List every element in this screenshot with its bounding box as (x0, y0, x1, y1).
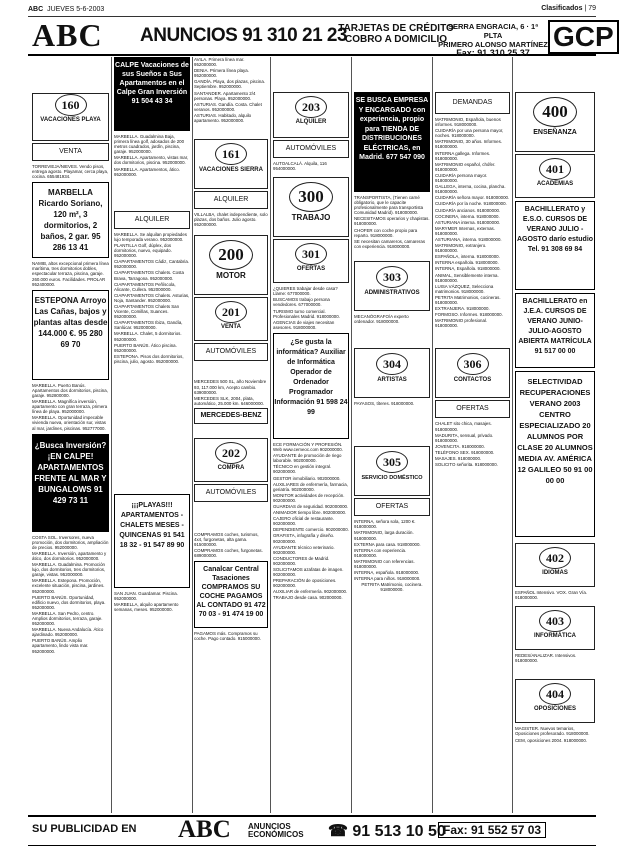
classified-ad: PREPARACIÓN de oposiciones. 902000000. (273, 578, 337, 589)
section-305 (354, 446, 430, 496)
classified-ad: MATRIMONIO, larga duración. 918000000. (354, 530, 414, 541)
subsection-alquiler: ALQUILER (114, 211, 190, 229)
classified-ad: PAYASOS, títeres. 918000000. (354, 401, 415, 407)
anuncios-phone: ANUNCIOS 91 310 21 23 (140, 25, 348, 46)
column-6 (435, 57, 510, 813)
classified-ad: ESPAÑOL Intensivo. VOX. Gran Vía. 918000000. (515, 590, 587, 601)
classified-ad: GUARDIAS de seguridad. 902000000. (273, 503, 349, 509)
ad-informatica: ¿Se gusta la informática? Auxiliar de Informática Operador de Ordenador Programador Información 91 598 24 99 (273, 333, 349, 439)
section-title: OFERTAS (296, 266, 326, 273)
column-4 (273, 57, 349, 813)
classified-ad: CUIDARÍA señora mayor. 918000000. (435, 195, 510, 201)
classified-ad: LUISA VÁZQUEZ, Selecciona matrimonios. 918000000. (435, 283, 494, 294)
classified-ad: AUTOALCALÁ. Alquila, 116 954000000. (273, 161, 327, 172)
classified-ad: CUIDARÍA persona mayor. 918000000. (435, 172, 488, 184)
office-address (438, 22, 548, 58)
classified-ad: ANIMADOR tiempo libre. 902000000. (273, 510, 347, 516)
section-title: ARTISTAS (377, 377, 407, 384)
column-7 (515, 57, 595, 813)
classified-ad: CUIDARÍA ancianos. 918000000. (435, 207, 501, 213)
classified-ad: CHOFER con coche propio para reparto. 918000000. (354, 227, 418, 238)
section-200 (194, 235, 268, 295)
subsection-ofertas: OFERTAS (354, 498, 430, 516)
section-number: 401 (539, 158, 571, 180)
classified-ad: ANIMAL, Sensiblemente interna. 918000000. (435, 272, 499, 283)
section-number: 202 (215, 442, 247, 464)
classified-ad: PAGAMOS más. Compramos su coche. Pago contado. 915000000. (194, 631, 261, 642)
ad-estepona: ESTEPONA Arroyo Las Cañas, bajos y plantas altas desde 144.000 €. 95 280 69 70 (32, 290, 109, 380)
classified-ad: MADURITA, sensual, privado. 918000000. (435, 432, 494, 443)
address-line1: SERRA ENGRACIA, 6 · 1ª PLTA (447, 22, 538, 40)
section-title: COMPRA (217, 464, 245, 471)
classified-ad: MARBELLA. Apartamento, vistas mar, dos dormitorios, piscina. 952000000. (114, 155, 189, 166)
classified-ad: TORREVIEJA/NIEVES. Vendo pisos, entrega agosto. Playamar, cerca playa, cocina. 655481934. (32, 164, 109, 180)
subsection-alquiler: ALQUILER (194, 191, 268, 209)
subsection-venta: VENTA (32, 143, 109, 161)
classified-ad: INTERNA para niños. 918000000. (354, 576, 421, 582)
classified-ad: GRAFISTA, infografía y diseño. 902000000. (273, 533, 335, 544)
classified-ad: ASTURIAS. Gandía. Costa. Chalet veranos. 952000000. (194, 101, 262, 112)
classified-ad: ¿QUIERES trabajar desde casa? Llame: 677000000. (273, 286, 338, 297)
section-403 (515, 606, 595, 650)
bottom-banner (28, 815, 596, 846)
ad-bachillerato: BACHILLERATO y E.S.O. CURSOS DE VERANO JULIO - AGOSTO darío estudio Tel. 91 308 69 84 (515, 201, 595, 290)
section-number: 303 (376, 266, 408, 288)
anuncios-economicos: ANUNCIOS ECONÓMICOS (248, 822, 304, 839)
classified-ad: GESTOR inmobiliario. 902000000. (273, 475, 341, 481)
section-title: ACADEMIAS (536, 181, 574, 187)
tarjetas-line1: TARJETAS DE CRÉDITO (338, 23, 454, 34)
classified-ad: AUXILIAR de enfermería. 902000000. (273, 589, 348, 595)
classified-ad: SAN JUAN. Guardamar. Piscina. 952000000. (114, 591, 178, 602)
classified-ad: CIAPARTAMENTOS Peñíscola, Alicante, Cullera. 952000000. (114, 281, 176, 292)
classified-ad: CIAPARTAMENTOS Chalets. Costa Brava, Tarragona. 952000000. (114, 270, 184, 281)
abc-logo: ABC (32, 17, 103, 53)
section-title: INFORMÁTICA (534, 633, 576, 640)
section-title: ALQUILER (295, 119, 327, 125)
classified-ad: FORMOSO. Informes. 918000000. (435, 312, 503, 318)
section-number: 201 (215, 301, 247, 323)
publicidad-text: SU PUBLICIDAD EN (32, 823, 137, 835)
section-300 (273, 177, 349, 237)
classified-ad: MARBELLA. Estepona. Promoción, excelente situación, piscina, jardines. 952000000. (32, 578, 105, 594)
phone-number: ☎ 91 513 10 50 (328, 823, 446, 840)
classified-ad: CAJERO oficial de restaurante. 902000000. (273, 516, 335, 527)
classified-ad: MARBELLA. Guadalmina. Promoción lujo, dos dormitorios, tres dormitorios, garaje, vistas. 952000000. (32, 562, 106, 578)
classified-ad: MASAJES. 918000000. (435, 456, 482, 462)
classified-ad: CIAPARTAMENTOS Chalets San Vicente, Comillas, Suances. 952000000. (114, 303, 180, 320)
section-title: ENSEÑANZA (533, 129, 577, 136)
classified-ad: INTERNA, española. 918000000. (354, 570, 420, 576)
classified-ad: ASTURIAS. Habitado, alquilo apartamento. 952000000. (194, 112, 252, 124)
classified-ad: MATRIMONIO, 30 años. Informes. 918000000. (435, 139, 503, 150)
section-301 (273, 239, 349, 283)
ad-playas: ¡¡¡PLAYAS!!! APARTAMENTOS - CHALETS MESES - QUINCENAS 91 541 18 32 - 91 547 89 90 (114, 494, 190, 588)
classified-ad: AYUDANTE técnico veterinario. 902000000. (273, 544, 335, 555)
ad-marbella: MARBELLA Ricardo Soriano, 120 m², 3 dormitorios, 2 baños, 2 gar. 95 286 13 41 (32, 182, 109, 258)
section-202 (194, 438, 268, 482)
section-306 (435, 348, 510, 398)
section-203 (273, 92, 349, 138)
classified-ad: CEM, oposiciones 2004. 918000000. (515, 737, 588, 743)
classified-ad: ASTURIANA, interna. 918000000. (435, 236, 502, 242)
classified-ad: SE necesitan camareros, camareras con experiencia. 918000000. (354, 238, 426, 249)
classified-ad: INTERNA, Española. 918000000. (435, 266, 501, 272)
classified-ad: MONITOR actividades de recepción. 902000000. (273, 492, 345, 503)
classified-ad: MARBELLA, alquilo apartamento semanas, meses. 952000000. (114, 602, 179, 613)
classified-ad: EXTRANJERA. 918000000. (435, 306, 490, 312)
classified-ad: REDES/ANALIZAR. Intensivos. 918000000. (515, 653, 577, 664)
classified-ad: TELÉFONO SEX. 918000000. (435, 449, 495, 455)
section-title: OPOSICIONES (533, 706, 576, 713)
section-number: 305 (376, 451, 408, 473)
section-title: TRABAJO (291, 213, 331, 223)
section-160 (32, 93, 109, 141)
section-title: IDIOMAS (542, 570, 568, 576)
classified-ad: CIAPARTAMENTOS Ibiza, Gandía, Sanlúcar. 952000000. (114, 320, 183, 331)
classified-ad: ESPAÑOLA, interna. 918000000. (435, 254, 500, 260)
section-name: Clasificados (541, 5, 583, 12)
tarjetas-line2: COBRO A DOMICILIO (344, 34, 448, 45)
page-header (28, 5, 596, 17)
classified-ad: SOLICITAMOS azafatas de imagen. 902000000. (273, 567, 344, 578)
column-2 (114, 57, 190, 813)
classified-ad: MARBELLA. Puerto Banús. Apartamentos dos dormitorios, piscina, garaje. 952800000. (32, 382, 108, 398)
classified-ad: MATRIMONIO profesional. 918000000. (435, 318, 488, 329)
section-title: CONTACTOS (453, 377, 492, 384)
classified-ad: PUERTO BANÚS. Oportunidad, edificio nuevo, dos dormitorios, playa. 952000000. (32, 594, 106, 610)
classified-ad: SOLICITO señorita. 918000000. (435, 462, 498, 468)
classified-ad: CHALET sito chica, masajes. 918000000. (435, 421, 492, 432)
classified-ad: CUIDARÍA por una persona mayor, noches. 918000000. (435, 128, 504, 139)
classified-ad: MARBELLA. Oportunidad impecable vivienda nueva, orientación sur, vistas al mar, jardines, piscinas. 952777000. (32, 415, 106, 431)
classified-ad: PUERTO BANÚS. Ático piscina. 952000000. (114, 342, 177, 353)
classified-ad: PUERTO BANÚS. Amplio apartamento, lindo vista mar. 952000000. (32, 638, 89, 654)
subsection-demandas: DEMANDAS (435, 92, 510, 114)
subsection-automoviles: AUTOMÓVILES (273, 140, 349, 158)
classified-ad: NAMIB, altos excepcional primera línea marítima, tres dormitorios dobles, espectacular terraza, piscina, garaje. 260.000 euros. Facilidades. PROLAR 952400000. (32, 261, 109, 287)
page-number: 79 (588, 5, 596, 12)
section-title: VACACIONES SIERRA (199, 167, 263, 174)
classified-ad: MATRIMONIO con referencias. 918000000. (354, 558, 415, 569)
section-number: 403 (539, 610, 571, 632)
address-fax: Fax: 91 310 25 37 (456, 48, 530, 58)
classified-ad: SANTANDER. Apartamento 2/4 personas. Playa. 952000000. (194, 90, 256, 101)
section-number: 400 (533, 97, 577, 127)
classified-ad: MARBELLA. San Pedro, centro. Amplios dormitorios, terraza, garaje. 952000000. (32, 610, 103, 627)
classified-ad: VILLALBA, chalet independiente, solo plazas, dos baños. Julio agosto. 952000000. (194, 212, 268, 228)
section-title: VENTA (221, 324, 241, 331)
subsection-ofertas: OFERTAS (435, 400, 510, 418)
classified-ad: COMPRAMOS coches, turismos, 4x4, furgonetas, alta gama. 915000000. (194, 531, 259, 548)
classified-ad: ESTEPONA. Pisos dos dormitorios, piscina, julio, agosto. 952000000. (114, 353, 184, 364)
classified-ad: GALLEGA, interna, cocina, plancha. 918000000. (435, 184, 506, 195)
classified-ad: AGENCIAS de viajes necesitan asesores. 918000000. (273, 319, 335, 330)
section-401 (515, 154, 595, 198)
classified-ad: MECANÓGRAFO/A experto ordenador. 918000000. (354, 313, 409, 325)
classified-ad: MARBELLA. Magnífica inversión, apartamento con gran terraza, primera línea de playa. 952000000. (32, 399, 108, 415)
section-402 (515, 543, 595, 587)
classified-ad: ECE FORMACIÓN Y PROFESIÓN. Web www.cemeoc.com 902000000. (273, 441, 343, 453)
ad-empresa: SE BUSCA EMPRESA Y ENCARGADO con experiencia, propio para TIENDA DE DISTRIBUCIONES ELÉCTRICAS, en Madrid. 677 547 090 (354, 92, 430, 192)
column-3 (194, 57, 268, 813)
classified-ad: TURISMO turno comercial. Profesionales Madrid. 918000000. (273, 308, 340, 319)
header-date: JUEVES 5-6-2003 (47, 6, 105, 13)
ad-selectividad: SELECTIVIDAD RECUPERACIONES VERANO 2003 CENTRO ESPECIALIZADO 20 ALUMNOS POR CLASE 20 ALUMNOS MEDIA AV. AMÉRICA 12 GALILEO 50 91 00 00 00 (515, 371, 595, 537)
section-number: 160 (55, 94, 87, 116)
ad-canalcar: Canalcar Central Tasaciones COMPRAMOS SU COCHE PAGAMOS AL CONTADO 91 472 70 03 - 91 474 19 00 (194, 561, 268, 628)
classified-ad: MATRIMONIO, Española, buenos informes. 918000000. (435, 117, 501, 128)
section-161 (194, 139, 268, 189)
ad-calpe-inversion: ¿Busca Inversión? ¡EN CALPE! APARTAMENTOS FRENTE AL MAR Y BUNGALOWS 91 429 73 11 (32, 434, 109, 532)
section-title: VACACIONES PLAYA (40, 117, 101, 123)
gcp-logo: GCP (548, 20, 619, 54)
classified-ad: DENIA. Primera línea playa. 952000000. (194, 68, 249, 79)
section-201 (194, 297, 268, 341)
section-303 (354, 261, 430, 311)
classified-ad: INTERNA gallega. Informes. 918000000. (435, 150, 491, 161)
classified-ad: INTERNA, señora sola, 1200 €. 918000000. (354, 519, 416, 530)
classified-ad: INTERNA española. 918000000. (435, 260, 499, 266)
mercedes-banner: MERCEDES-BENZ (194, 408, 268, 424)
classified-ad: COCINERA, interna. 918000000. (435, 213, 500, 219)
section-number: 404 (539, 683, 571, 705)
classified-ad: MARBELLA. Nueva Andalucía. Ático ajardinado. 952000000. (32, 627, 104, 638)
top-banner (28, 17, 614, 58)
classified-ad: INTERNA con experiencia. 918000000. (354, 547, 407, 558)
section-number: 203 (295, 96, 327, 118)
classified-ad: COMPRAMOS coches, furgonetas. 689000000. (194, 548, 263, 559)
classified-ad: TÉCNICO en gestión integral. 902000000. (273, 464, 332, 475)
classified-ad: MARBELLA. Guadalmina Baja, primera línea golf, adosados de 200 metros cuadrados, jardín, piscina, garaje. 952000000. (114, 134, 185, 155)
section-404 (515, 679, 595, 723)
classified-ad: AYUDANTE de promoción de riego laborable. 902000000. (273, 453, 342, 464)
classified-ad: MATRIMONIO, extranjero. 918000000. (435, 243, 487, 254)
classified-ad: MAGISTER. Nuevos temarios, Oposiciones profesorado. 918000000. (515, 726, 590, 737)
classified-ad: TRABAJO desde casa. 902000000. (273, 595, 343, 601)
classified-ad: JOVENCITA. 918000000. (435, 443, 485, 449)
classified-ad: BUSCAMOS trabajo persona vendedores. 677000000. (273, 297, 330, 308)
classified-ad: PETRITA Matrimonios, cocineras. 918000000. (435, 294, 501, 305)
classified-ad: MERCEDES SLK, 2004, plata, automático, 25.000 km. 646000000. (194, 395, 265, 406)
header-left (28, 6, 104, 13)
section-title: MOTOR (216, 271, 246, 281)
address-line2: PRIMERO ALONSO MARTÍNEZ (438, 40, 548, 49)
column-5 (354, 57, 430, 813)
column-1 (32, 57, 109, 813)
section-number: 161 (215, 143, 247, 165)
classified-ad: CIAPARTAMENTOS Chalets. Asturias, Noja, Santander. 952000000. (114, 292, 190, 303)
classified-ad: AUXILIARES de enfermería, farmacia, geriatría. 902000000. (273, 481, 348, 492)
ad-calpe: CALPE Vacaciones de sus Sueños a Sus Apartamentos en el Calpe Gran Inversión 91 504 43 34 (114, 57, 190, 131)
classified-ad: NECESITAMOS operarios y chapistas. 918000000. (354, 216, 430, 227)
paper-name: ABC (28, 6, 44, 13)
classified-ad: EXTERNA para casa. 918000000. (354, 541, 421, 547)
section-title: SERVICIO DOMÉSTICO (361, 475, 423, 482)
fax-number: Fax: 91 552 57 03 (438, 822, 546, 838)
classified-ad: AVILA. Primera línea mar. 952000000. (194, 57, 245, 68)
classified-ad: ASTURIANA interna. 918000000. (435, 219, 501, 225)
abc-logo-bottom: ABC (178, 816, 231, 843)
classified-ad: PETRITA Matrimonio, cocinera. 918000000. (361, 582, 423, 593)
section-number: 200 (209, 240, 253, 270)
header-right: Clasificados | 79 (541, 5, 596, 12)
classified-ad: COSTA SOL. Inversores, nueva promoción, dos dormitorios, ampliación de precios. 952000000. (32, 534, 109, 550)
classified-ad: TRANSPORTISTA, (Tienen carné obligatorio, que le capacite profesionalmente para transportista Comunidad Madrid). 918000000. (354, 195, 424, 216)
classified-ad: MERCEDES 500 SL, año Noviembre 93, 117.000 km, Acepto cambio. 639000000. (194, 379, 267, 395)
classified-ad: GANDÍA. Playa, dos plazas, piscina. Septiembre. 952000000. (194, 79, 266, 90)
subsection-automoviles: AUTOMÓVILES (194, 484, 268, 502)
classified-ad: CONDUCTORES de Madrid. 902000000. (273, 555, 330, 566)
section-number: 300 (289, 182, 333, 212)
subsection-automoviles: AUTOMÓVILES (194, 343, 268, 361)
classified-ad: MATRIMONIO español, chófer. 918000000. (435, 161, 496, 172)
classified-ad: MARYMER Internas, externas. 918000000. (435, 225, 495, 236)
classified-ad: PLANTILLA Golf, dúplex, dos dormitorios, nuevo, equipado. 952000000. (114, 242, 172, 259)
ad-jea: BACHILLERATO en J.E.A. CURSOS DE VERANO JUNIO-JULIO-AGOSTO ABIERTA MATRÍCULA 91 517 00 00 (515, 293, 595, 368)
section-400 (515, 92, 595, 152)
classified-ad: MARBELLA. Inversión, apartamento y ático, dos dormitorios. 952000000. (32, 550, 107, 561)
section-number: 402 (539, 547, 571, 569)
classified-ad: MARBELLA. Apartamentos, ático. 952000000. (114, 166, 180, 177)
classified-ad: MARBELLA. Chalet, 5 dormitorios. 952000000. (114, 331, 182, 342)
classified-ad: DEPENDIENTE comercio. 902000000. (273, 527, 349, 533)
section-number: 306 (457, 353, 489, 375)
classified-ad: CUIDARÍA por la noche. 918000000. (435, 201, 507, 207)
section-number: 304 (376, 353, 408, 375)
classified-ad: CIAPARTAMENTOS Cádiz, Cantabria. 952000000. (114, 259, 190, 270)
section-title: ADMINISTRATIVOS (364, 289, 420, 296)
section-number: 301 (295, 243, 327, 265)
classified-ad: MARBELLA. Se alquilan propiedades lujo temporada verano. 952000000. (114, 231, 187, 242)
section-304 (354, 348, 430, 398)
